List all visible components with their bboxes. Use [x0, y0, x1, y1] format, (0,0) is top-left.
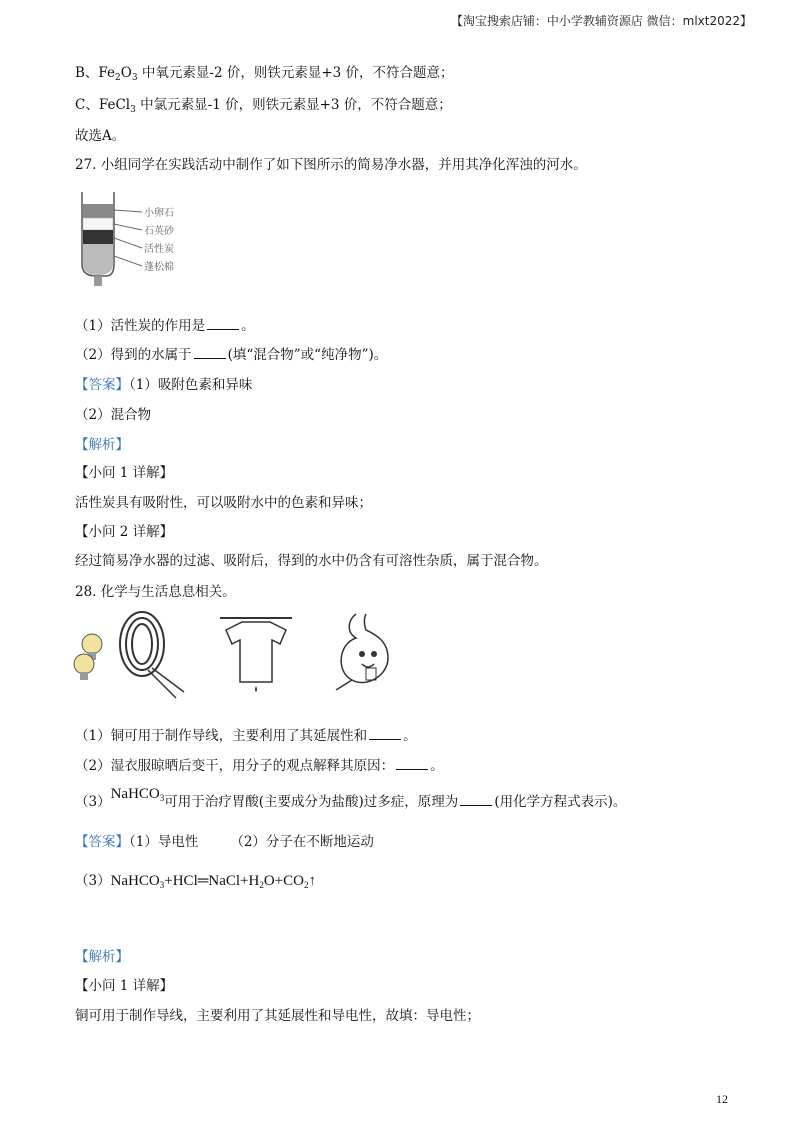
filter-label: 石英砂	[144, 226, 174, 237]
wet-shirt-figure	[216, 612, 296, 698]
outlet	[94, 276, 102, 286]
carbon-layer	[83, 230, 113, 244]
cotton-layer	[83, 244, 113, 275]
analysis-tag: 【解析】	[75, 437, 129, 453]
explanation: 活性炭具有吸附性，可以吸附水中的色素和异味；	[75, 495, 372, 511]
answer-28-3: $(3)NaHCO_3+HCl═NaCl+H_2O+CO_2↑$	[75, 873, 316, 890]
question-27-2: （2）得到的水属于 (填“混合物”或“纯净物”)。	[75, 347, 388, 363]
page-number: 12	[716, 1092, 728, 1106]
water-filter-figure	[78, 190, 198, 300]
analysis-tag: 【解析】	[75, 949, 129, 965]
question-27: 27. 小组同学在实践活动中制作了如下图所示的简易净水器，并用其净化浑浊的河水。	[75, 157, 587, 173]
filter-label: 活性炭	[144, 244, 174, 255]
question-28: 28. 化学与生活息息相关。	[75, 584, 236, 600]
bulb-wire-figure	[72, 608, 192, 700]
text-line: B、$Fe_2O_3$ 中氧元素显-2 价，则铁元素显+3 价，不符合题意；	[75, 65, 454, 83]
pebble-layer	[83, 204, 113, 218]
question-28-3: （3）NaHCO$_3$可用于治疗胃酸(主要成分为盐酸)过多症，原理为 (用化学方程式表示)。	[75, 786, 627, 810]
explanation: 经过简易净水器的过滤、吸附后，得到的水中仍含有可溶性杂质，属于混合物。	[75, 553, 548, 569]
subquestion-heading: 【小问 2 详解】	[75, 524, 174, 540]
page-header: 【淘宝搜索店铺：中小学教辅资源店 微信：mlxt2022】	[450, 14, 752, 28]
filter-label: 蓬松棉	[144, 262, 174, 273]
filter-label: 小卵石	[144, 208, 174, 219]
subquestion-heading: 【小问 1 详解】	[75, 465, 174, 481]
subquestion-heading: 【小问 1 详解】	[75, 978, 174, 994]
question-28-1: （1）铜可用于制作导线，主要利用了其延展性和 。	[75, 728, 417, 744]
stomach-figure	[326, 610, 402, 696]
explanation: 铜可用于制作导线，主要利用了其延展性和导电性，故填：导电性；	[75, 1008, 480, 1024]
text-line: C、FeCl$_3$ 中氯元素显-1 价，则铁元素显+3 价，不符合题意；	[75, 97, 452, 115]
answer-27-1: 【答案】（1）吸附色素和异味	[75, 377, 253, 393]
sand-layer	[83, 218, 113, 230]
answer-27-2: （2）混合物	[75, 407, 152, 423]
question-28-2: （2）湿衣服晾晒后变干，用分子的观点解释其原因： 。	[75, 758, 444, 774]
answer-28-1-2: 【答案】（1）导电性 （2）分子在不断地运动	[75, 834, 374, 850]
text-line: 故选A。	[75, 128, 126, 144]
question-27-1: （1）活性炭的作用是 。	[75, 318, 255, 334]
